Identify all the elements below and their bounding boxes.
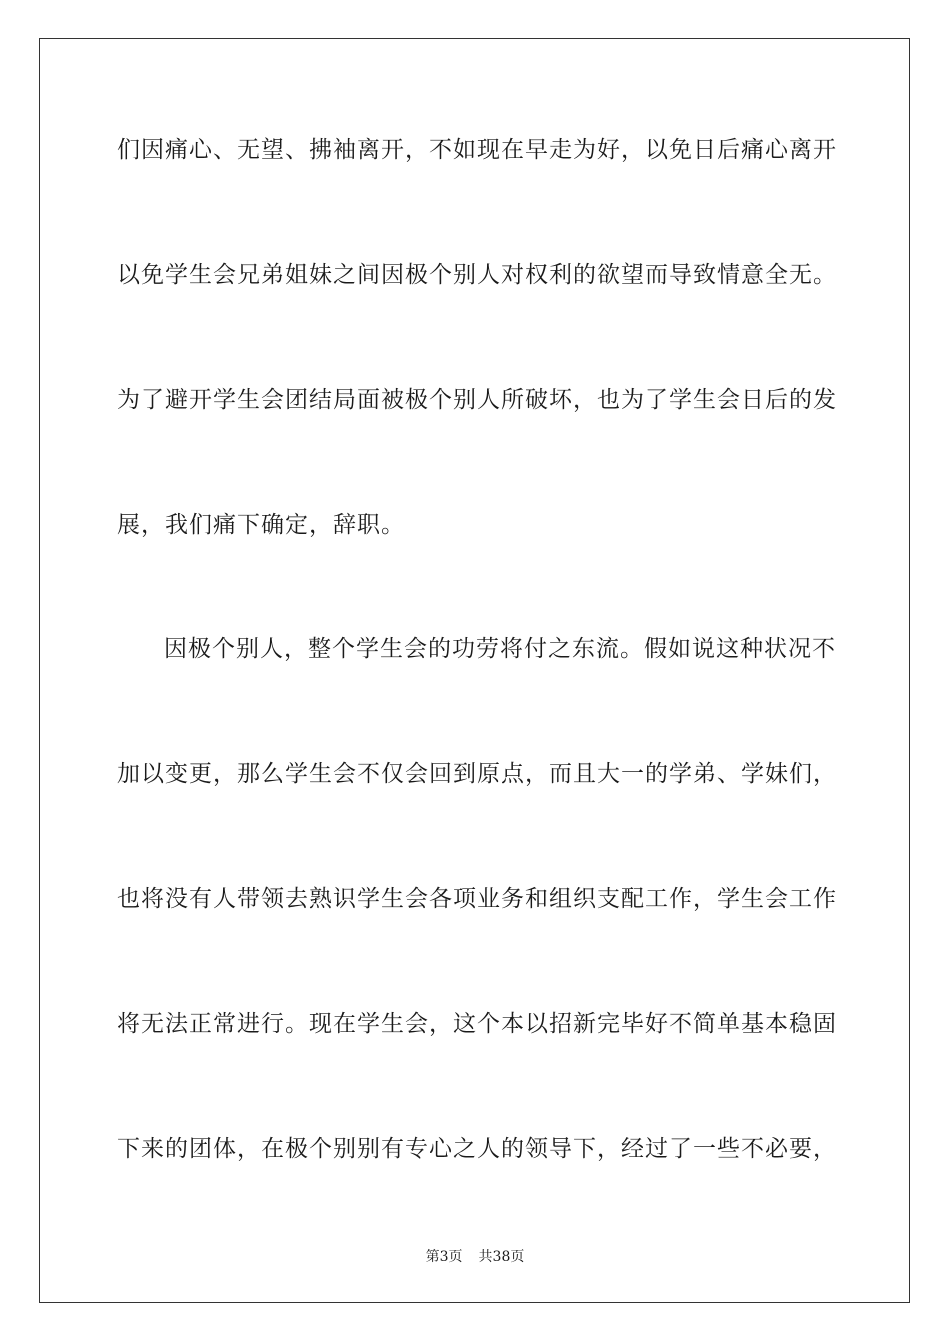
body-text-line-7: 也将没有人带领去熟识学生会各项业务和组织支配工作，学生会工作 xyxy=(117,886,837,912)
page-frame xyxy=(39,38,910,1303)
body-text-line-5: 因极个别人，整个学生会的功劳将付之东流。假如说这种状况不 xyxy=(164,636,836,662)
body-text-line-9: 下来的团体，在极个别别有专心之人的领导下，经过了一些不必要， xyxy=(117,1136,837,1162)
body-text-line-8: 将无法正常进行。现在学生会，这个本以招新完毕好不简单基本稳固 xyxy=(117,1011,837,1037)
page-footer xyxy=(0,1248,950,1266)
page-number: 第3页 xyxy=(425,1249,463,1265)
body-text-line-6: 加以变更，那么学生会不仅会回到原点，而且大一的学弟、学妹们， xyxy=(117,761,837,787)
body-text-line-4: 展，我们痛下确定，辞职。 xyxy=(117,512,405,538)
body-text-line-1: 们因痛心、无望、拂袖离开，不如现在早走为好，以免日后痛心离开 xyxy=(117,137,837,163)
body-text-line-3: 为了避开学生会团结局面被极个别人所破坏，也为了学生会日后的发 xyxy=(117,387,837,413)
total-pages: 共38页 xyxy=(478,1249,525,1265)
body-text-line-2: 以免学生会兄弟姐妹之间因极个别人对权利的欲望而导致情意全无。 xyxy=(117,262,837,288)
